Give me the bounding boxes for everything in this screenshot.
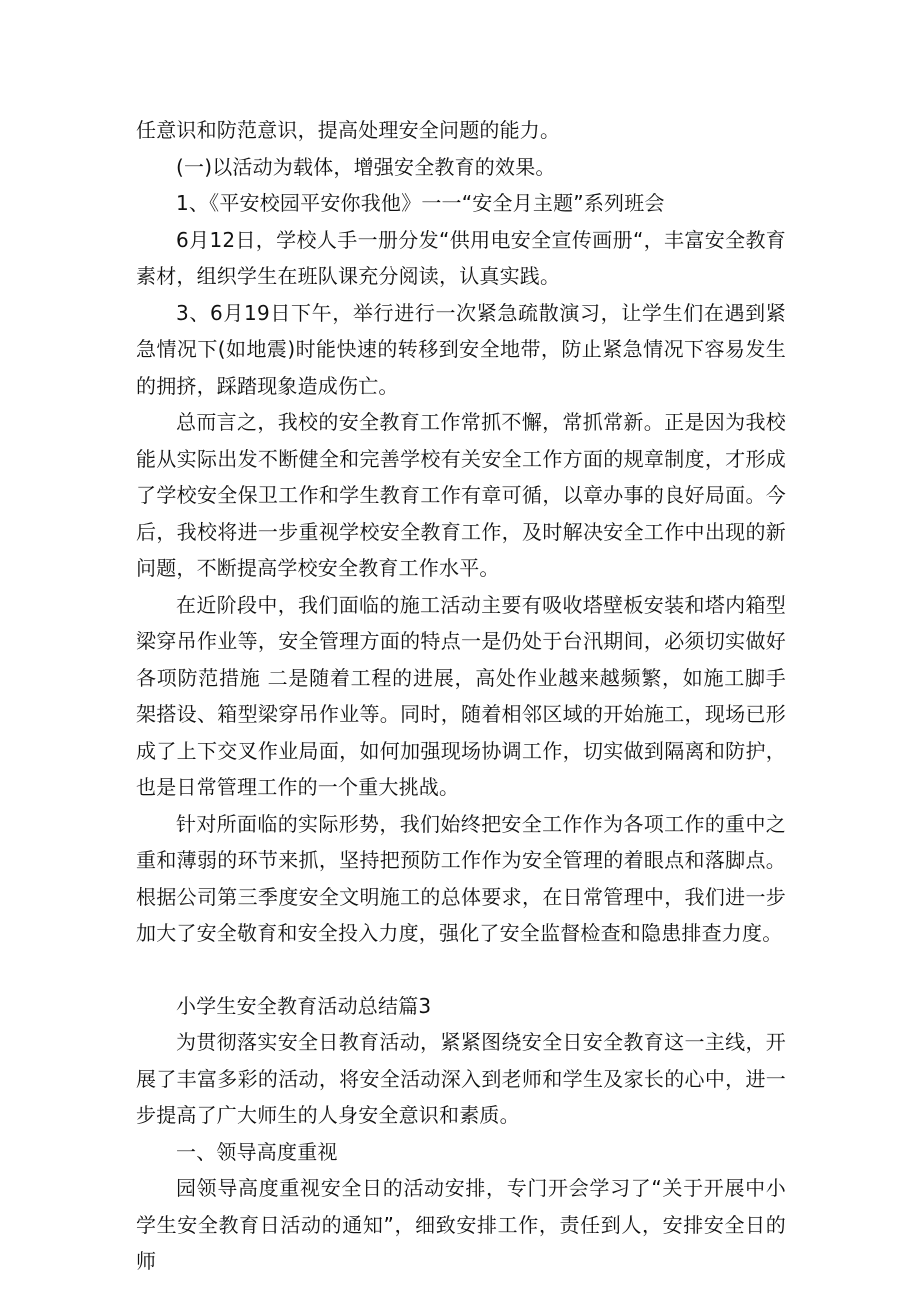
paragraph: 园领导高度重视安全日的活动安排，专门开会学习了“关于开展中小学生安全教育日活动的通知”，细致安排工作，责任到人，安排安全日的师 (136, 1176, 786, 1273)
paragraph: 6月12日，学校人手一册分发“供用电安全宣传画册“，丰富安全教育素材，组织学生在班队课充分阅读，认真实践。 (136, 227, 786, 288)
section-heading: 小学生安全教育活动总结篇3 (176, 993, 432, 1018)
subheading: 一、领导高度重视 (176, 1139, 338, 1164)
paragraph: (一)以活动为载体，增强安全教育的效果。 (176, 154, 556, 179)
paragraph: 1、《平安校园平安你我他》一一“安全月主题”系列班会 (176, 191, 665, 215)
paragraph: 3、6月19日下午，举行进行一次紧急疏散演习，让学生们在遇到紧急情况下(如地震)时能快速的转移到安全地带，防止紧急情况下容易发生的拥挤，踩踏现象造成伤亡。 (136, 300, 786, 398)
document-body (136, 112, 786, 1280)
paragraph: 总而言之，我校的安全教育工作常抓不懈，常抓常新。正是因为我校能从实际出发不断健全和完善学校有关安全工作方面的规章制度，才形成了学校安全保卫工作和学生教育工作有章可循，以章办事的良好局面。今后，我校将进一步重视学校安全教育工作，及时解决安全工作中出现的新问题，不断提高学校安全教育工作水平。 (136, 410, 786, 580)
paragraph: 任意识和防范意识，提高处理安全问题的能力。 (136, 118, 561, 142)
paragraph: 在近阶段中，我们面临的施工活动主要有吸收塔壁板安装和塔内箱型梁穿吊作业等，安全管理方面的特点一是仍处于台汛期间，必须切实做好各项防范措施 二是随着工程的进展，高处作业越来越频繁，如施工脚手架搭设、箱型梁穿吊作业等。同时，随着相邻区域的开始施工，现场已形成了上下交叉作业局面，如何加强现场协调工作，切实做到隔离和防护，也是日常管理工作的一个重大挑战。 (136, 592, 786, 799)
paragraph: 为贯彻落实安全日教育活动，紧紧图绕安全日安全教育这一主线，开展了丰富多彩的活动，将安全活动深入到老师和学生及家长的心中，进一步提高了广大师生的人身安全意识和素质。 (136, 1030, 786, 1127)
paragraph: 针对所面临的实际形势，我们始终把安全工作作为各项工作的重中之重和薄弱的环节来抓，坚持把预防工作作为安全管理的着眼点和落脚点。根据公司第三季度安全文明施工的总体要求，在日常管理中，我们进一步加大了安全敬育和安全投入力度，强化了安全监督检查和隐患排查力度。 (136, 811, 786, 945)
